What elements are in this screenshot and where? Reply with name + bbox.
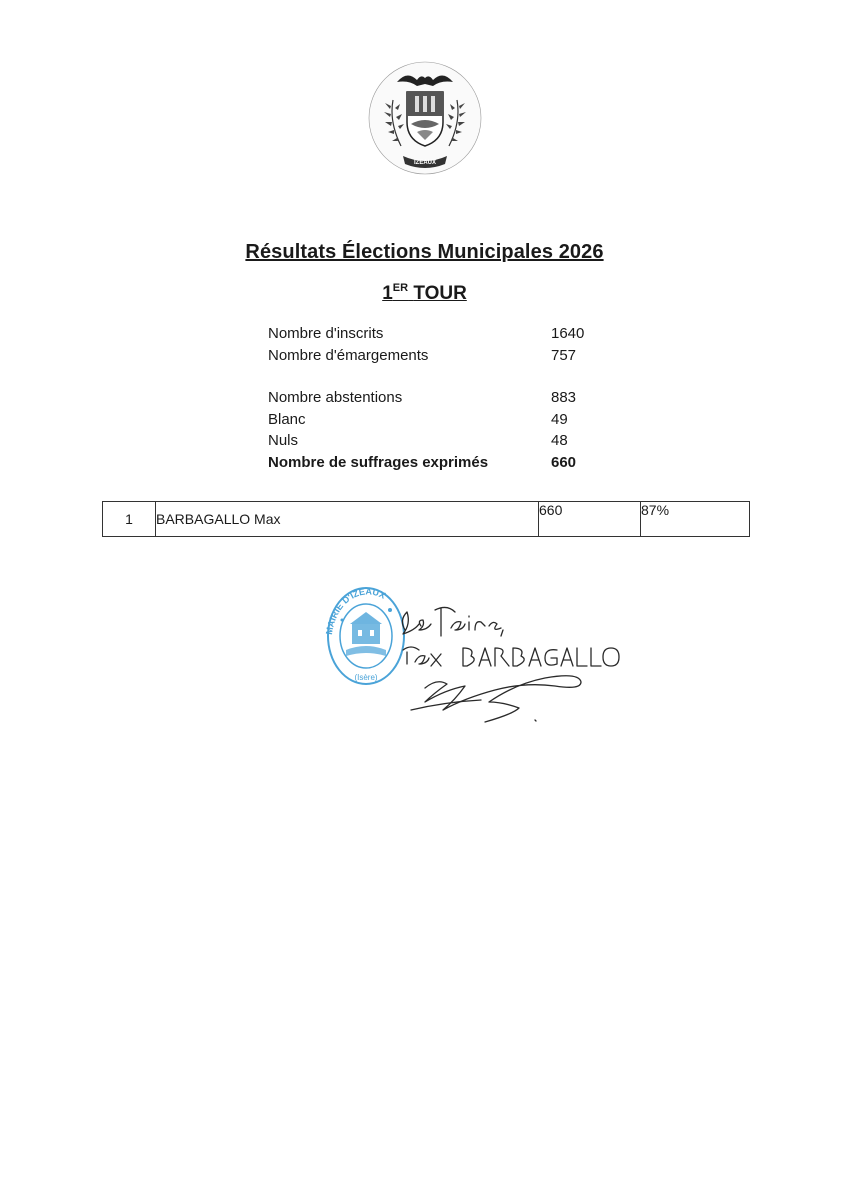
round-suffix: ER bbox=[392, 282, 409, 294]
stat-row-blanc bbox=[268, 411, 628, 433]
round-word: TOUR bbox=[413, 283, 467, 304]
svg-text:MAIRIE D'IZEAUX: MAIRIE D'IZEAUX bbox=[323, 586, 388, 636]
stat-row-suffrages-exprimes bbox=[268, 454, 628, 476]
stat-label: Nuls bbox=[268, 432, 299, 449]
stat-value: 48 bbox=[551, 432, 568, 449]
stat-row-emargements bbox=[268, 347, 628, 369]
stat-row-abstentions bbox=[268, 389, 628, 411]
izeaux-coat-of-arms-logo bbox=[367, 60, 483, 176]
stat-value: 660 bbox=[551, 453, 577, 471]
round-heading bbox=[0, 283, 849, 305]
stats-spacer bbox=[268, 368, 628, 389]
stat-row-inscrits bbox=[268, 325, 628, 347]
stat-value: 757 bbox=[551, 346, 577, 364]
stat-value: 883 bbox=[551, 389, 577, 406]
stat-label: Nombre d'émargements bbox=[268, 346, 429, 364]
candidate-votes: 660 bbox=[539, 502, 641, 537]
stat-value: 49 bbox=[551, 410, 568, 428]
mayor-signature bbox=[385, 590, 625, 735]
stat-label: Nombre abstentions bbox=[268, 389, 403, 406]
stat-label: Nombre d'inscrits bbox=[268, 325, 384, 342]
stat-value: 1640 bbox=[551, 325, 585, 342]
svg-text:IZEAUX: IZEAUX bbox=[413, 160, 437, 166]
round-number: 1 bbox=[382, 283, 393, 304]
candidate-percent: 87% bbox=[641, 502, 750, 537]
stat-label: Blanc bbox=[268, 410, 306, 428]
stat-row-nuls bbox=[268, 432, 628, 454]
results-table bbox=[102, 501, 750, 537]
stat-label: Nombre de suffrages exprimés bbox=[268, 453, 489, 471]
election-stats bbox=[268, 325, 628, 475]
candidate-name: BARBAGALLO Max bbox=[156, 502, 539, 537]
candidate-rank: 1 bbox=[103, 502, 156, 537]
svg-text:(Isère): (Isère) bbox=[354, 673, 378, 682]
table-row bbox=[103, 502, 750, 537]
page-title: Résultats Élections Municipales 2026 bbox=[245, 241, 604, 263]
